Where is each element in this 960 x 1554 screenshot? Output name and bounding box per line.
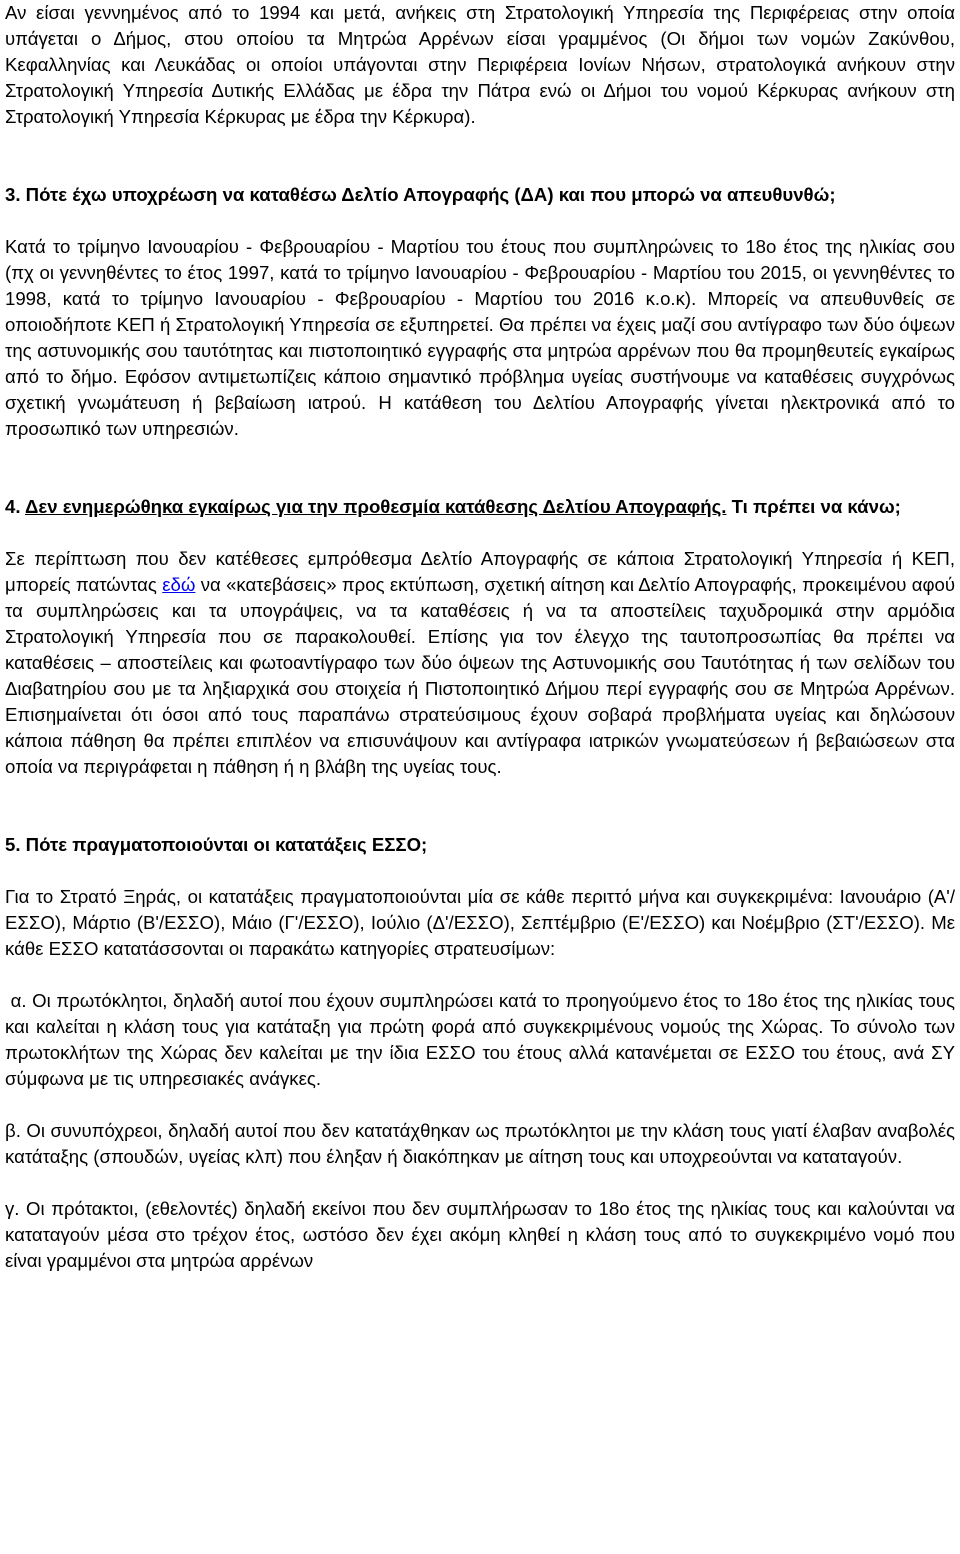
section-4-body-before-link: Σε περίπτωση που δεν κατέθεσες εμπρόθεσμα Δελτίο Απογραφής σε κάποια Στρατολογική Υπηρεσία ή ΚΕΠ, μπορείς πατώντας xyxy=(5,548,955,595)
section-5-item-a: α. Οι πρωτόκλητοι, δηλαδή αυτοί που έχουν συμπληρώσει κατά το προηγούμενο έτος το 18ο έτος της ηλικίας τους και καλείται η κλάση τους για κατάταξη για πρώτη φορά από συγκεκριμένους νομούς της Χώρας. Το σύνολο των πρωτοκλήτων της Χώρας δεν καλείται με την ίδια ΕΣΣΟ του έτους αλλά κατανέμεται σε ΕΣΣΟ του έτους, ανά ΣΥ σύμφωνα με τις υπηρεσιακές ανάγκες. xyxy=(5,990,960,1089)
section-5-heading: 5. Πότε πραγματοποιούνται οι κατατάξεις ΕΣΣΟ; xyxy=(5,834,428,855)
intro-paragraph: Αν είσαι γεννημένος από το 1994 και μετά, ανήκεις στη Στρατολογική Υπηρεσία της Περιφέρειας στην οποία υπάγεται ο Δήμος, στου οποίου τα Μητρώα Αρρένων είσαι γραμμένος (Οι δήμοι των νομών Ζακύνθου, Κεφαλληνίας και Λευκάδας οι οποίοι υπάγονται στην Περιφέρεια Ιονίων Νήσων, στρατολογικά ανήκουν στην Στρατολογική Υπηρεσία Δυτικής Ελλάδας με έδρα την Πάτρα ενώ οι Δήμοι του νομού Κέρκυρας ανήκουν στη Στρατολογική Υπηρεσία Κέρκυρας με έδρα την Κέρκυρα). xyxy=(5,2,955,127)
section-4-body-after-link: να «κατεβάσεις» προς εκτύπωση, σχετική αίτηση και Δελτίο Απογραφής, προκειμένου αφού τα συμπληρώσεις και τα υπογράψεις, να τα καταθέσεις ή να τα αποστείλεις ταχυδρομικά στην αρμόδια Στρατολογική Υπηρεσία που σε παρακολουθεί. Επίσης για τον έλεγχο της ταυτοπροσωπίας θα πρέπει να καταθέσεις – αποστείλεις και φωτοαντίγραφο των δύο όψεων της Αστυνομικής σου Ταυτότητας ή των σελίδων του Διαβατηρίου σου με τα ληξιαρχικά σου στοιχεία ή Πιστοποιητικό Δήμου περί εγγραφής σου σε Μητρώα Αρρένων. Επισημαίνεται ότι όσοι από τους παραπάνω στρατεύσιμους έχουν σοβαρά προβλήματα υγείας και δηλώσουν κάποια πάθηση θα πρέπει επιπλέον να επισυνάψουν και αντίγραφα ιατρικών γνωματεύσεων ή βεβαιώσεων στα οποία να περιγράφεται η πάθηση ή η βλάβη της υγείας τους. xyxy=(5,574,956,777)
section-4-heading-rest: Τι πρέπει να κάνω; xyxy=(731,496,901,517)
section-4-number: 4. xyxy=(5,496,21,517)
section-5-body: Για το Στρατό Ξηράς, οι κατατάξεις πραγματοποιούνται μία σε κάθε περιττό μήνα και συγκεκριμένα: Ιανουάριο (Α'/ΕΣΣΟ), Μάρτιο (Β'/ΕΣΣΟ), Μάιο (Γ'/ΕΣΣΟ), Ιούλιο (Δ'/ΕΣΣΟ), Σεπτέμβριο (Ε'/ΕΣΣΟ) και Νοέμβριο (ΣΤ'/ΕΣΣΟ). Με κάθε ΕΣΣΟ κατατάσσονται οι παρακάτω κατηγορίες στρατευσίμων: xyxy=(5,886,955,959)
section-4-heading xyxy=(5,494,955,520)
download-here-link[interactable]: εδώ xyxy=(162,574,196,595)
section-4-heading-underlined: Δεν ενημερώθηκα εγκαίρως για την προθεσμία κατάθεσης Δελτίου Απογραφής. xyxy=(25,496,727,517)
section-4-body xyxy=(5,546,955,780)
section-3-body: Κατά το τρίμηνο Ιανουαρίου - Φεβρουαρίου - Μαρτίου του έτους που συμπληρώνεις το 18ο έτος της ηλικίας σου (πχ οι γεννηθέντες το έτος 1997, κατά το τρίμηνο Ιανουαρίου - Φεβρουαρίου - Μαρτίου του 2015, οι γεννηθέντες το 1998, κατά το τρίμηνο Ιανουαρίου - Φεβρουαρίου - Μαρτίου του 2016 κ.ο.κ). Μπορείς να απευθυνθείς σε οποιοδήποτε ΚΕΠ ή Στρατολογική Υπηρεσία σε εξυπηρετεί. Θα πρέπει να έχεις μαζί σου αντίγραφο των δύο όψεων της αστυνομικής σου ταυτότητας και πιστοποιητικό εγγραφής στα μητρώα αρρένων που θα προμηθευτείς εγκαίρως από το δήμο. Εφόσον αντιμετωπίζεις κάποιο σημαντικό πρόβλημα υγείας συστήνουμε να καταθέσεις συγχρόνως σχετική γνωμάτευση ή βεβαίωση ιατρού. Η κατάθεση του Δελτίου Απογραφής γίνεται ηλεκτρονικά από το προσωπικό των υπηρεσιών. xyxy=(5,236,955,439)
section-3-heading: 3. Πότε έχω υποχρέωση να καταθέσω Δελτίο Απογραφής (ΔΑ) και που μπορώ να απευθυνθώ; xyxy=(5,184,836,205)
section-5-item-b: β. Οι συνυπόχρεοι, δηλαδή αυτοί που δεν κατατάχθηκαν ως πρωτόκλητοι με την κλάση τους γιατί έλαβαν αναβολές κατάταξης (σπουδών, υγείας κλπ) που έληξαν ή διακόπηκαν με αίτηση τους και υποχρεούνται να καταταγούν. xyxy=(5,1120,955,1167)
document-page xyxy=(5,0,960,1274)
section-5-item-c: γ. Οι πρότακτοι, (εθελοντές) δηλαδή εκείνοι που δεν συμπλήρωσαν το 18ο έτος της ηλικίας τους και καλούνται να καταταγούν μέσα στο τρέχον έτος, ωστόσο δεν έχει ακόμη κληθεί η κλάση τους από το συγκεκριμένο νομό που είναι γραμμένοι στα μητρώα αρρένων xyxy=(5,1198,955,1271)
